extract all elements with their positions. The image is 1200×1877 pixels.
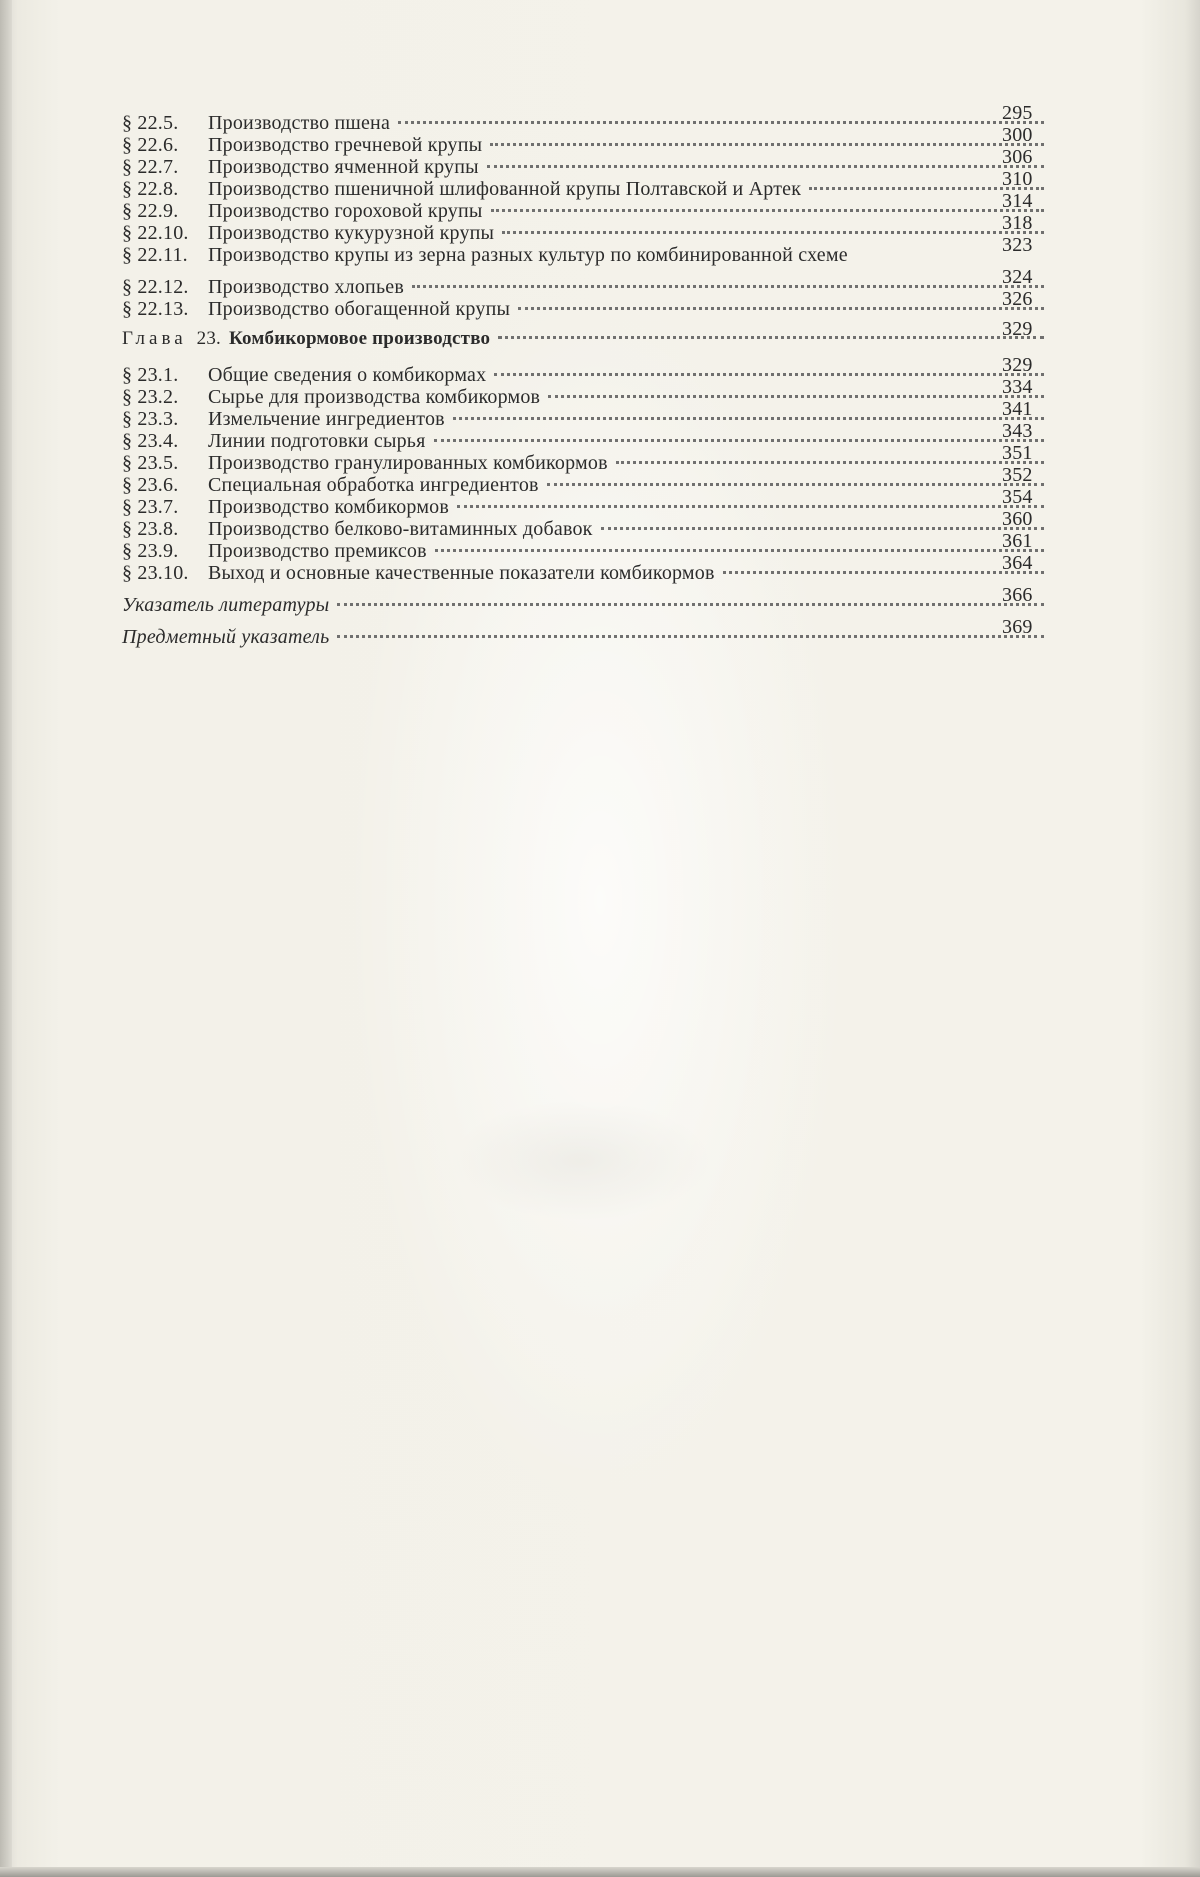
section-title: Выход и основные качественные показатели комбикормов [208, 562, 715, 584]
dot-leader [490, 143, 1044, 146]
section-title: Производство крупы из зерна разных культур по комбинированной схеме [208, 244, 848, 266]
dot-leader [337, 603, 1044, 606]
section-title: Производство белково-витаминных добавок [208, 518, 593, 540]
page-number: 300 [1002, 124, 1033, 146]
dot-leader [548, 395, 1044, 398]
chapter-title: Комбикормовое производство [228, 328, 491, 349]
page-number: 366 [1002, 584, 1033, 606]
page-number: 329 [1002, 318, 1033, 340]
section-title: Сырье для производства комбикормов [208, 386, 541, 408]
toc-entry [122, 442, 1054, 474]
page-number: 310 [1002, 168, 1033, 190]
page-number: 295 [1002, 102, 1033, 124]
dot-leader [453, 417, 1044, 420]
toc-entry [122, 168, 1054, 200]
section-title: Производство ячменной крупы [208, 156, 479, 178]
toc-entry [122, 266, 1054, 298]
dot-leader [491, 209, 1044, 212]
section-number: § 23.6. [122, 474, 179, 496]
section-number: § 22.13. [122, 298, 189, 320]
section-number: § 23.7. [122, 496, 179, 518]
page-number: 343 [1002, 420, 1033, 442]
toc-entry [122, 146, 1054, 178]
section-number: § 22.11. [122, 244, 188, 266]
section-number: § 23.8. [122, 518, 179, 540]
section-number: § 23.1. [122, 364, 179, 386]
dot-leader [601, 527, 1044, 530]
paper-smudge [450, 1100, 710, 1220]
page-number: 352 [1002, 464, 1033, 486]
dot-leader [337, 635, 1044, 638]
page-number: 369 [1002, 616, 1033, 638]
section-number: § 22.12. [122, 276, 189, 298]
page-number: 314 [1002, 190, 1033, 212]
section-title: Измельчение ингредиентов [208, 408, 445, 430]
section-title: Производство комбикормов [208, 496, 450, 518]
toc-entry [122, 124, 1054, 156]
page-number: 324 [1002, 266, 1033, 288]
chapter-number: 23. [196, 328, 221, 349]
page-number: 323 [1002, 234, 1033, 256]
toc-entry [122, 354, 1054, 386]
page-number: 354 [1002, 486, 1033, 508]
toc-entry [122, 530, 1054, 562]
section-number: § 23.4. [122, 430, 179, 452]
chapter-heading [122, 318, 1054, 356]
toc-entry-back-matter [122, 584, 1054, 616]
toc-entry [122, 464, 1054, 496]
toc-entry [122, 288, 1054, 320]
section-number: § 22.6. [122, 134, 179, 156]
dot-leader [398, 121, 1044, 124]
section-title: Общие сведения о комбикормах [208, 364, 487, 386]
toc-entry [122, 508, 1054, 540]
section-title: Производство пшена [208, 112, 391, 134]
page-number: 351 [1002, 442, 1033, 464]
section-title: Линии подготовки сырья [208, 430, 426, 452]
toc-entry-back-matter [122, 616, 1054, 648]
dot-leader [435, 549, 1044, 552]
section-title: Производство премиксов [208, 540, 427, 562]
bibliography-title: Указатель литературы [122, 594, 330, 616]
toc-entry [122, 212, 1054, 244]
section-title: Специальная обработка ингредиентов [208, 474, 539, 496]
section-title: Производство хлопьев [208, 276, 405, 298]
section-number: § 23.3. [122, 408, 179, 430]
section-title: Производство гранулированных комбикормов [208, 452, 608, 474]
dot-leader [518, 307, 1044, 310]
toc-entry [122, 102, 1054, 134]
section-number: § 22.5. [122, 112, 179, 134]
section-title: Производство пшеничной шлифованной крупы Полтавской и Артек [208, 178, 802, 200]
dot-leader [457, 505, 1044, 508]
page-number: 334 [1002, 376, 1033, 398]
dot-leader [494, 373, 1044, 376]
page-number: 306 [1002, 146, 1033, 168]
section-number: § 23.5. [122, 452, 179, 474]
chapter-word: Глава [122, 328, 187, 349]
toc-entry [122, 234, 1054, 266]
dot-leader [616, 461, 1044, 464]
page-bottom-edge [0, 1867, 1200, 1877]
page-number: 360 [1002, 508, 1033, 530]
page-binding-edge [0, 0, 12, 1877]
dot-leader [434, 439, 1045, 442]
section-number: § 22.10. [122, 222, 189, 244]
dot-leader [502, 231, 1044, 234]
section-title: Производство кукурузной крупы [208, 222, 495, 244]
section-number: § 22.7. [122, 156, 179, 178]
toc-entry [122, 486, 1054, 518]
page-number: 318 [1002, 212, 1033, 234]
dot-leader [498, 336, 1044, 339]
dot-leader [487, 165, 1044, 168]
page-number: 341 [1002, 398, 1033, 420]
toc-entry [122, 398, 1054, 430]
section-title: Производство гороховой крупы [208, 200, 483, 222]
toc-entry [122, 190, 1054, 222]
section-number: § 22.9. [122, 200, 179, 222]
page-number: 364 [1002, 552, 1033, 574]
page-number: 361 [1002, 530, 1033, 552]
dot-leader [412, 285, 1044, 288]
toc-entry [122, 376, 1054, 408]
page-number: 329 [1002, 354, 1033, 376]
dot-leader [547, 483, 1044, 486]
section-title: Производство обогащенной крупы [208, 298, 511, 320]
table-of-contents [122, 102, 1054, 648]
toc-entry [122, 420, 1054, 452]
section-number: § 23.2. [122, 386, 179, 408]
section-number: § 22.8. [122, 178, 179, 200]
section-number: § 23.9. [122, 540, 179, 562]
subject-index-title: Предметный указатель [122, 626, 330, 648]
section-title: Производство гречневой крупы [208, 134, 483, 156]
toc-entry [122, 552, 1054, 584]
dot-leader [723, 571, 1044, 574]
page-number: 326 [1002, 288, 1033, 310]
section-number: § 23.10. [122, 562, 189, 584]
